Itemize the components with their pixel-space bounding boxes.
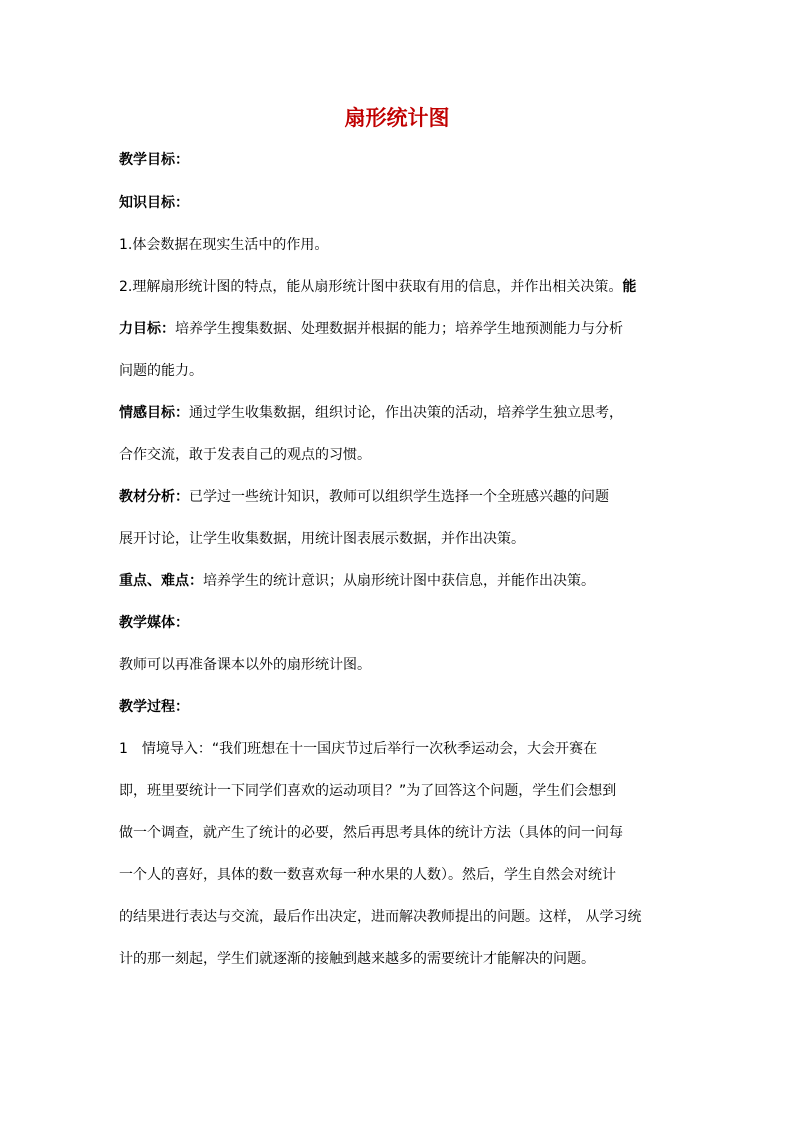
paragraph-text: 教师可以再准备课本以外的扇形统计图。 bbox=[119, 657, 371, 673]
key-difficulties bbox=[119, 571, 689, 591]
paragraph-text: 1.体会数据在现实生活中的作用。 bbox=[119, 237, 329, 253]
paragraph-text: 做一个调查，就产生了统计的必要，然后再思考具体的统计方法（具体的问一问每 bbox=[119, 825, 623, 841]
teaching-media-text bbox=[119, 655, 689, 675]
ability-objectives-cont bbox=[119, 361, 689, 381]
paragraph-text: 已学过一些统计知识，教师可以组织学生选择一个全班感兴趣的问题 bbox=[189, 489, 609, 505]
emotional-objectives bbox=[119, 403, 689, 423]
paragraph-text: 的结果进行表达与交流，最后作出决定，进而解决教师提出的问题。这样， 从学习统 bbox=[119, 909, 642, 925]
objective-item-2 bbox=[119, 277, 689, 297]
label-bold: 重点、难点： bbox=[119, 573, 203, 589]
process-paragraph-line-4 bbox=[119, 865, 689, 885]
label-bold: 知识目标： bbox=[119, 195, 189, 211]
paragraph-text: 即，班里要统计一下同学们喜欢的运动项目？”为了回答这个问题，学生们会想到 bbox=[119, 783, 617, 799]
heading-teaching-process bbox=[119, 697, 689, 717]
heading-knowledge-objectives bbox=[119, 193, 689, 213]
ability-objectives bbox=[119, 319, 689, 339]
paragraph-text: 1 情境导入：“我们班想在十一国庆节过后举行一次秋季运动会，大会开赛在 bbox=[119, 741, 598, 757]
label-bold: 教学过程： bbox=[119, 699, 189, 715]
material-analysis-cont bbox=[119, 529, 689, 549]
objective-item-1 bbox=[119, 235, 689, 255]
label-bold: 教学媒体： bbox=[119, 615, 189, 631]
label-bold: 教材分析： bbox=[119, 489, 189, 505]
process-paragraph-line-3 bbox=[119, 823, 689, 843]
paragraph-text: 培养学生的统计意识；从扇形统计图中获信息，并能作出决策。 bbox=[203, 573, 595, 589]
page-title: 扇形统计图 bbox=[344, 105, 450, 130]
paragraph-text: 培养学生搜集数据、处理数据并根据的能力；培养学生地预测能力与分析 bbox=[175, 321, 623, 337]
label-bold: 力目标： bbox=[119, 321, 175, 337]
material-analysis bbox=[119, 487, 689, 507]
process-paragraph-line-2 bbox=[119, 781, 689, 801]
paragraph-text: 通过学生收集数据，组织讨论，作出决策的活动，培养学生独立思考， bbox=[189, 405, 623, 421]
label-bold: 教学目标： bbox=[119, 152, 189, 168]
paragraph-text: 一个人的喜好，具体的数一数喜欢每一种水果的人数）。然后，学生自然会对统计 bbox=[119, 867, 616, 883]
process-paragraph-line-1 bbox=[119, 739, 689, 759]
emotional-objectives-cont bbox=[119, 445, 689, 465]
paragraph-text: 2.理解扇形统计图的特点，能从扇形统计图中获取有用的信息，并作出相关决策。 bbox=[119, 279, 623, 295]
paragraph-text: 展开讨论，让学生收集数据，用统计图表展示数据，并作出决策。 bbox=[119, 531, 525, 547]
paragraph-text: 合作交流，敢于发表自己的观点的习惯。 bbox=[119, 447, 371, 463]
label-bold: 情感目标： bbox=[119, 405, 189, 421]
label-bold: 能 bbox=[622, 279, 637, 295]
process-paragraph-line-6 bbox=[119, 949, 689, 969]
paragraph-text: 问题的能力。 bbox=[119, 363, 203, 379]
heading-teaching-objectives bbox=[119, 150, 689, 170]
heading-teaching-media bbox=[119, 613, 689, 633]
process-paragraph-line-5 bbox=[119, 907, 689, 927]
paragraph-text: 计的那一刻起，学生们就逐渐的接触到越来越多的需要统计才能解决的问题。 bbox=[119, 951, 595, 967]
